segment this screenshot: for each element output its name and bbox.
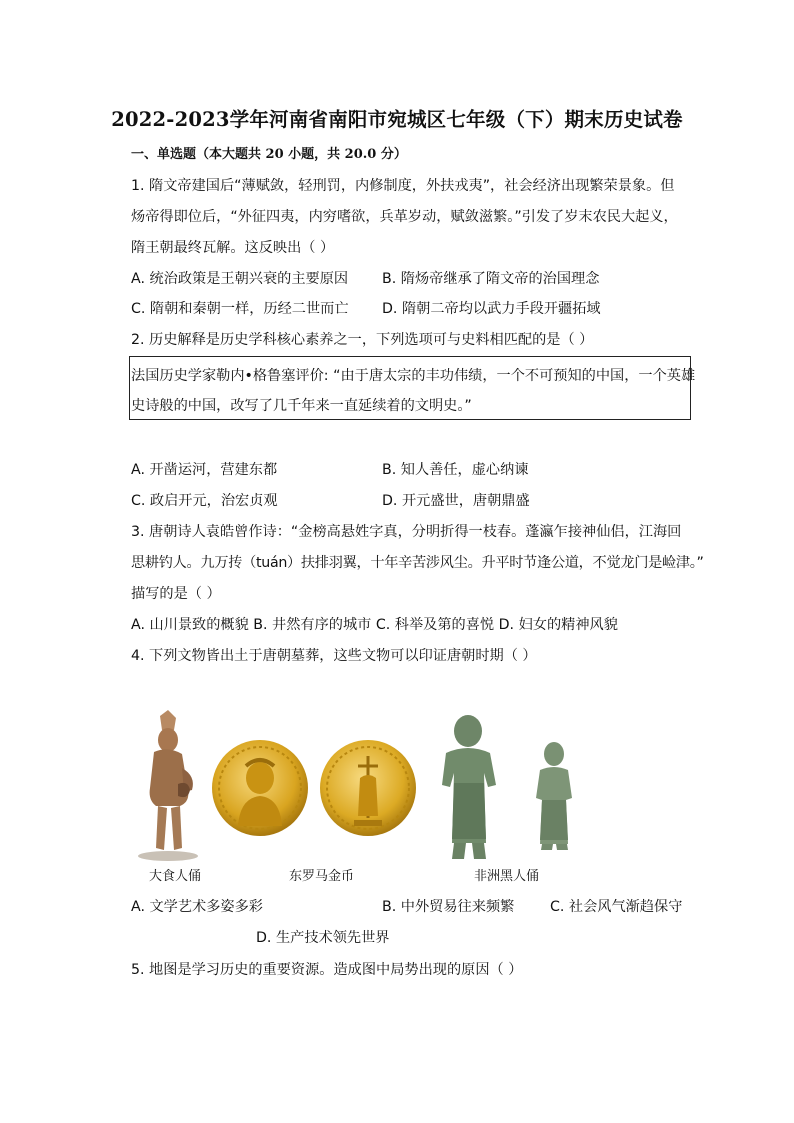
- page-title: 2022-2023学年河南省南阳市宛城区七年级（下）期末历史试卷: [111, 108, 683, 131]
- question-5-stem: 5. 地图是学习历史的重要资源。造成图中局势出现的原因（ ）: [131, 962, 523, 978]
- question-4-option-d[interactable]: D. 生产技术领先世界: [256, 930, 390, 946]
- question-3-line-1: 3. 唐朝诗人袁皓曾作诗：“金榜高悬姓字真，分明折得一枝春。蓬瀛乍接神仙侣，江海回: [131, 524, 682, 540]
- question-2-stem: 2. 历史解释是历史学科核心素养之一，下列选项可与史料相匹配的是（ ）: [131, 332, 594, 348]
- question-1-line-3: 隋王朝最终瓦解。这反映出（ ）: [131, 240, 335, 256]
- african-figurine-image-2: [528, 740, 584, 852]
- african-figurine-image-1: [430, 713, 508, 861]
- question-4-option-b[interactable]: B. 中外贸易往来频繁: [382, 899, 515, 915]
- source-quote-line-2: 史诗般的中国，改写了几千年来一直延续着的文明史。”: [131, 398, 472, 414]
- question-2-option-a[interactable]: A. 开凿运河，营建东都: [131, 462, 278, 478]
- section-heading: 一、单选题（本大题共 20 小题，共 20.0 分）: [131, 147, 407, 162]
- byzantine-coin-obverse-image: [210, 738, 310, 838]
- question-2-option-b[interactable]: B. 知人善任，虚心纳谏: [382, 462, 529, 478]
- question-3-line-3: 描写的是（ ）: [131, 586, 221, 602]
- question-1-line-2: 炀帝得即位后，“外征四夷，内穷嗜欲，兵革岁动，赋敛滋繁。”引发了岁末农民大起义，: [131, 209, 678, 225]
- dashi-figurine-image: [130, 710, 200, 862]
- question-1-option-b[interactable]: B. 隋炀帝继承了隋文帝的治国理念: [382, 271, 600, 287]
- question-4-option-a[interactable]: A. 文学艺术多姿多彩: [131, 899, 263, 915]
- question-1-option-a[interactable]: A. 统治政策是王朝兴衰的主要原因: [131, 271, 349, 287]
- caption-dashi-figurine: 大食人俑: [149, 869, 202, 884]
- question-4-option-c[interactable]: C. 社会风气渐趋保守: [550, 899, 683, 915]
- question-2-option-c[interactable]: C. 政启开元，治宏贞观: [131, 493, 278, 509]
- question-1-line-1: 1. 隋文帝建国后“薄赋敛，轻刑罚，内修制度，外扶戎夷”，社会经济出现繁荣景象。但: [131, 178, 675, 194]
- caption-african-figurine: 非洲黑人俑: [474, 869, 540, 884]
- caption-byzantine-coin: 东罗马金币: [289, 869, 355, 884]
- source-quote-line-1: 法国历史学家勒内•格鲁塞评价: “由于唐太宗的丰功伟绩，一个不可预知的中国，一个英雄: [131, 368, 696, 384]
- question-1-option-d[interactable]: D. 隋朝二帝均以武力手段开疆拓域: [382, 301, 601, 317]
- question-4-stem: 4. 下列文物皆出土于唐朝墓葬，这些文物可以印证唐朝时期（ ）: [131, 648, 537, 664]
- question-1-option-c[interactable]: C. 隋朝和秦朝一样，历经二世而亡: [131, 301, 349, 317]
- question-3-line-2: 思耕钓人。九万抟（tuán）扶排羽翼，十年辛苦涉风尘。升平时节逢公道，不觉龙门是崄津。”: [131, 555, 704, 571]
- byzantine-coin-reverse-image: [318, 738, 418, 838]
- question-3-options[interactable]: A. 山川景致的概貌 B. 井然有序的城市 C. 科举及第的喜悦 D. 妇女的精神风貌: [131, 617, 618, 633]
- question-2-option-d[interactable]: D. 开元盛世，唐朝鼎盛: [382, 493, 530, 509]
